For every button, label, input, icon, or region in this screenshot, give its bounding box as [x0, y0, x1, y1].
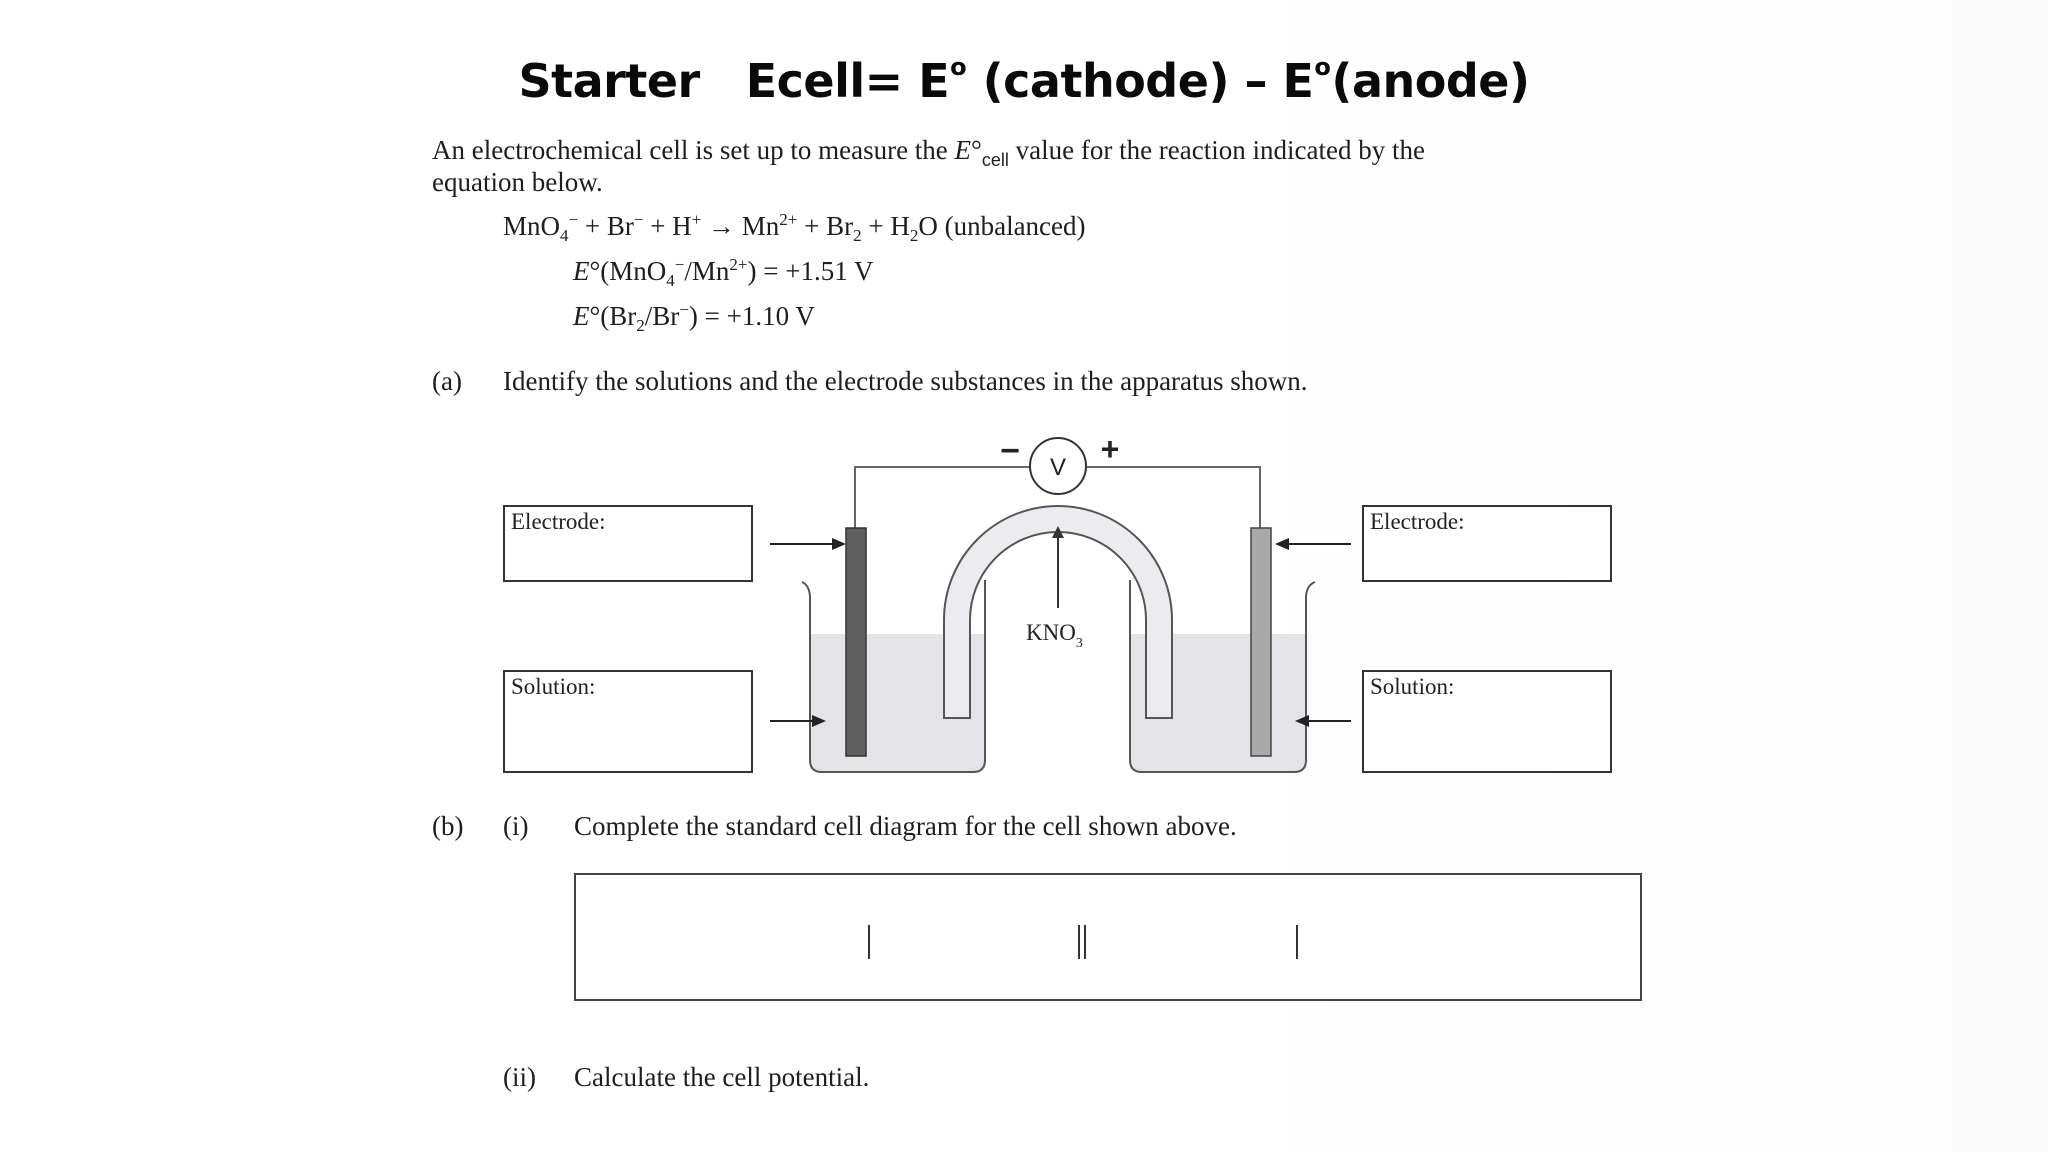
standard-potential-mno4: $E^\circ(MnO_4^-/Mn^{2+}) = +1.51$ V [573, 255, 874, 290]
right-solution-label: Solution: [1370, 674, 1455, 699]
phase-boundary-2 [1296, 925, 1298, 959]
part-b-ii-question: Calculate the cell potential. [574, 1062, 870, 1092]
voltmeter-label: V [1049, 454, 1067, 481]
salt-bridge-symbol-b [1084, 925, 1086, 959]
salt-bridge-label: $KNO_3$ [1026, 620, 1083, 651]
title-cathode: (cathode) – E [967, 54, 1314, 108]
title-anode: (anode) [1331, 54, 1530, 108]
left-electrode [846, 528, 866, 756]
left-solution-answer-box[interactable] [503, 670, 753, 773]
left-solution-label: Solution: [511, 674, 596, 699]
intro-line-1: An electrochemical cell is set up to measure the $E^\circ_{cell}$ value for the reaction indicated by the [432, 135, 1425, 170]
salt-bridge-symbol-a [1078, 925, 1080, 959]
intro-line-2: equation below. [432, 167, 603, 197]
part-b-i-question: Complete the standard cell diagram for the cell shown above. [574, 811, 1237, 841]
reaction-equation: $MnO_4^- + Br^- + H^+ \to Mn^{2+} + Br_2 + H_2O$ (unbalanced) [503, 210, 1086, 245]
phase-boundary-1 [868, 925, 870, 959]
right-electrode-label: Electrode: [1370, 509, 1465, 534]
right-electrode-answer-box[interactable] [1362, 505, 1612, 582]
cell-diagram-answer-box[interactable] [574, 873, 1642, 1001]
title-degree-2: o [1314, 53, 1331, 81]
left-electrode-answer-box[interactable] [503, 505, 753, 582]
standard-potential-br2: $E^\circ(Br_2/Br^-) = +1.10$ V [573, 300, 815, 335]
part-a-question: Identify the solutions and the electrode substances in the apparatus shown. [503, 366, 1308, 396]
part-a-label: (a) [432, 366, 462, 396]
positive-terminal: + [1100, 431, 1120, 467]
part-b-ii-label: (ii) [503, 1062, 536, 1092]
right-solution-answer-box[interactable] [1362, 670, 1612, 773]
title-ecell-prefix: Ecell= E [745, 54, 950, 108]
negative-terminal: − [1000, 432, 1020, 470]
part-b-label: (b) [432, 811, 464, 841]
title-degree-1: o [950, 53, 967, 81]
right-electrode [1251, 528, 1271, 756]
title-starter: Starter [518, 54, 700, 108]
left-electrode-label: Electrode: [511, 509, 606, 534]
part-b-i-label: (i) [503, 811, 529, 841]
